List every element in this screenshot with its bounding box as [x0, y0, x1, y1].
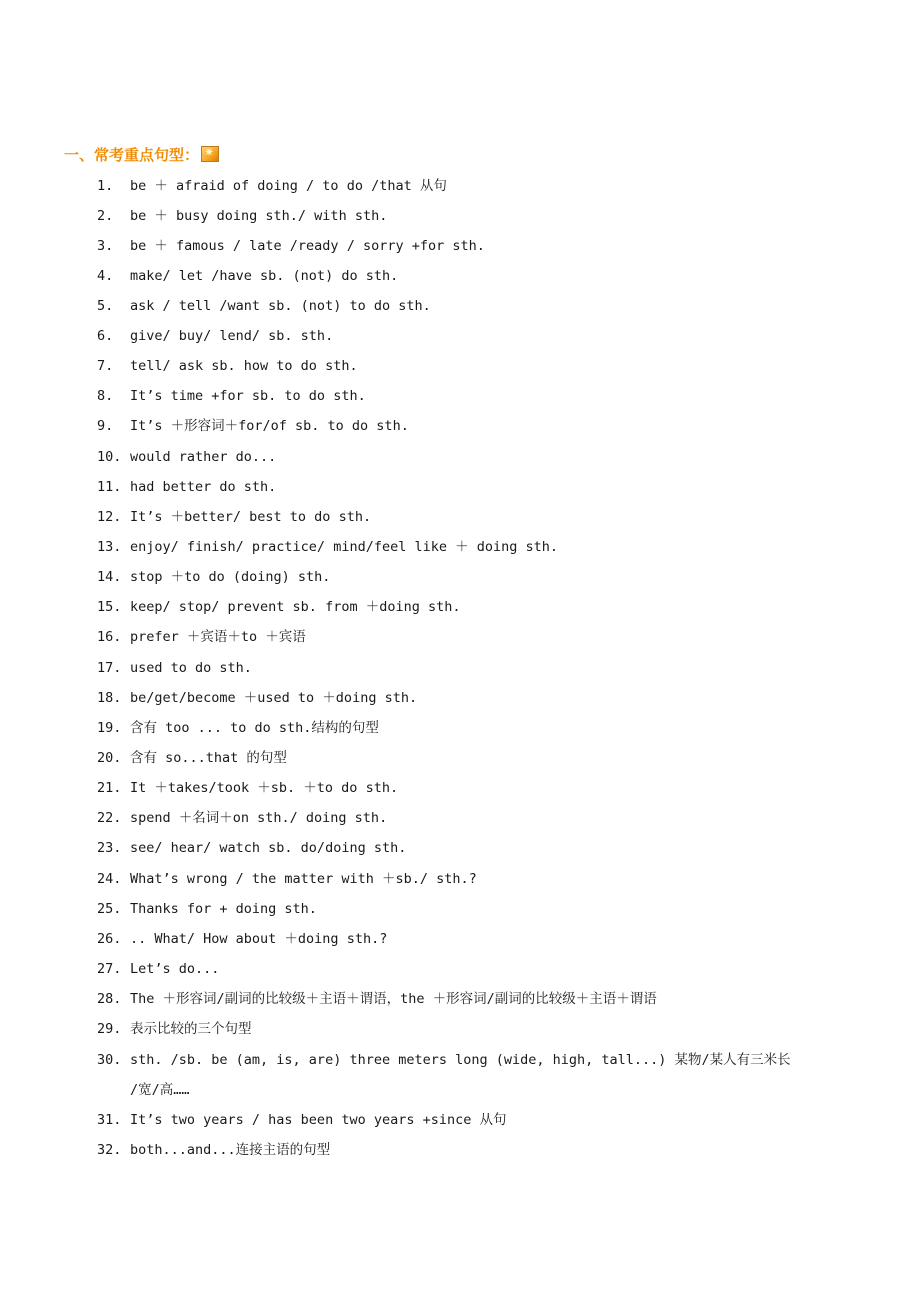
item-number: 3. [97, 238, 114, 254]
list-item [97, 171, 827, 201]
item-text: would rather do... [130, 449, 277, 465]
list-item [97, 713, 827, 743]
item-number: 17. [97, 660, 122, 676]
item-text: spend ＋名词＋on sth./ doing sth. [130, 810, 388, 826]
item-number: 21. [97, 780, 122, 796]
item-text: The ＋形容词/副词的比较级＋主语＋谓语，the ＋形容词/副词的比较级＋主语＋谓语 [130, 991, 657, 1007]
list-item [97, 1135, 827, 1165]
list-item [97, 924, 827, 954]
item-number: 1. [97, 178, 114, 194]
item-text: be ＋ busy doing sth./ with sth. [130, 208, 388, 224]
item-text: enjoy/ finish/ practice/ mind/feel like ＋ doing sth. [130, 539, 559, 555]
list-item [97, 562, 827, 592]
item-number: 32. [97, 1142, 122, 1158]
item-number: 7. [97, 358, 114, 374]
list-item [97, 864, 827, 894]
item-text: 表示比较的三个句型 [130, 1021, 252, 1037]
item-number: 16. [97, 629, 122, 645]
item-number: 6. [97, 328, 114, 344]
list-item [97, 894, 827, 924]
list-item [97, 321, 827, 351]
list-item [97, 833, 827, 863]
item-text: Thanks for + doing sth. [130, 901, 317, 917]
item-number: 22. [97, 810, 122, 826]
item-number: 31. [97, 1112, 122, 1128]
list-item [97, 984, 827, 1014]
item-number: 9. [97, 418, 114, 434]
item-text: stop ＋to do (doing) sth. [130, 569, 331, 585]
item-text: be ＋ famous / late /ready / sorry +for sth. [130, 238, 485, 254]
list-item [97, 592, 827, 622]
item-text: be ＋ afraid of doing / to do /that 从句 [130, 178, 447, 194]
item-number: 12. [97, 509, 122, 525]
list-item [97, 1105, 827, 1135]
list-item [97, 201, 827, 231]
item-number: 2. [97, 208, 114, 224]
item-text: .. What/ How about ＋doing sth.? [130, 931, 388, 947]
item-number: 11. [97, 479, 122, 495]
item-number: 24. [97, 871, 122, 887]
item-text: 含有 too ... to do sth.结构的句型 [130, 720, 379, 736]
item-number: 30. [97, 1052, 122, 1068]
item-text: make/ let /have sb. (not) do sth. [130, 268, 399, 284]
item-number: 13. [97, 539, 122, 555]
list-item [97, 1014, 827, 1044]
item-text: 含有 so...that 的句型 [130, 750, 287, 766]
list-item [97, 743, 827, 773]
list-item [97, 1045, 827, 1105]
item-text: give/ buy/ lend/ sb. sth. [130, 328, 334, 344]
item-number: 8. [97, 388, 114, 404]
list-item [97, 954, 827, 984]
item-number: 25. [97, 901, 122, 917]
item-text: ask / tell /want sb. (not) to do sth. [130, 298, 431, 314]
picture-icon [201, 146, 219, 162]
item-number: 19. [97, 720, 122, 736]
item-number: 27. [97, 961, 122, 977]
list-item [97, 502, 827, 532]
list-item [97, 231, 827, 261]
item-number: 18. [97, 690, 122, 706]
list-item [97, 803, 827, 833]
item-text: It ＋takes/took ＋sb. ＋to do sth. [130, 780, 399, 796]
item-number: 10. [97, 449, 122, 465]
item-text: tell/ ask sb. how to do sth. [130, 358, 358, 374]
item-text: It’s ＋better/ best to do sth. [130, 509, 372, 525]
list-item [97, 351, 827, 381]
item-text: both...and...连接主语的句型 [130, 1142, 331, 1158]
list-item [97, 683, 827, 713]
item-text: It’s ＋形容词＋for/of sb. to do sth. [130, 418, 409, 434]
item-text: prefer ＋宾语＋to ＋宾语 [130, 629, 306, 645]
item-number: 5. [97, 298, 114, 314]
list-item [97, 261, 827, 291]
item-number: 28. [97, 991, 122, 1007]
item-text: It’s time +for sb. to do sth. [130, 388, 366, 404]
list-item [97, 472, 827, 502]
item-number: 29. [97, 1021, 122, 1037]
list-item [97, 653, 827, 683]
section-heading-title: 一、常考重点句型： [64, 145, 200, 164]
item-text-continuation: /宽/高…… [130, 1082, 190, 1098]
list-item [97, 622, 827, 652]
list-item [97, 442, 827, 472]
item-text: Let’s do... [130, 961, 220, 977]
item-text: see/ hear/ watch sb. do/doing sth. [130, 840, 407, 856]
item-number: 4. [97, 268, 114, 284]
item-number: 23. [97, 840, 122, 856]
item-text: What’s wrong / the matter with ＋sb./ sth.? [130, 871, 477, 887]
item-text: be/get/become ＋used to ＋doing sth. [130, 690, 418, 706]
item-number: 14. [97, 569, 122, 585]
item-text: keep/ stop/ prevent sb. from ＋doing sth. [130, 599, 461, 615]
item-text: sth. /sb. be (am, is, are) three meters long (wide, high, tall...) 某物/某人有三米长 [130, 1052, 791, 1068]
item-text: used to do sth. [130, 660, 252, 676]
list-item [97, 411, 827, 441]
list-item [97, 381, 827, 411]
item-number: 15. [97, 599, 122, 615]
list-item [97, 773, 827, 803]
item-number: 26. [97, 931, 122, 947]
list-item [97, 532, 827, 562]
item-text: It’s two years / has been two years +since 从句 [130, 1112, 507, 1128]
list-item [97, 291, 827, 321]
item-text: had better do sth. [130, 479, 277, 495]
item-number: 20. [97, 750, 122, 766]
section-heading [64, 143, 219, 165]
